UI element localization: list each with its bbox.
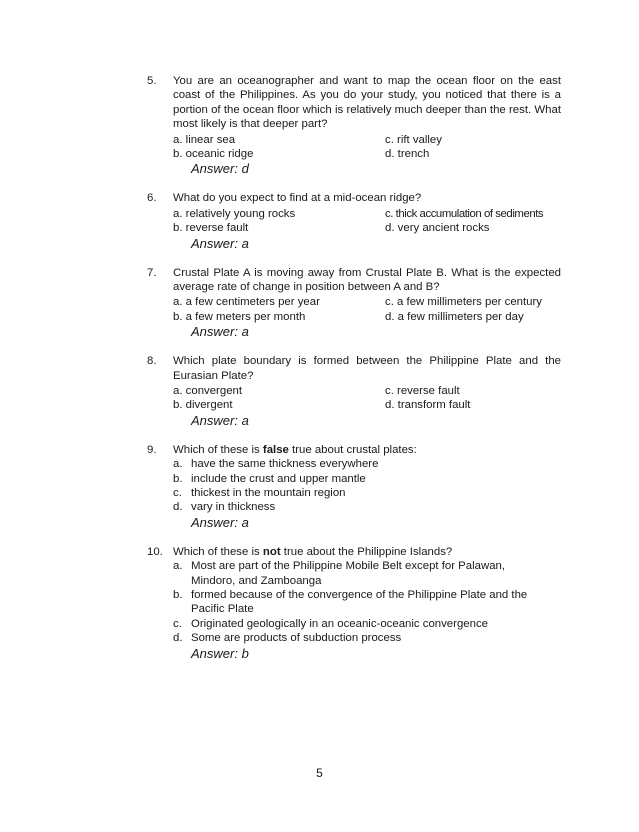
answer: Answer: a bbox=[191, 324, 249, 340]
page-number: 5 bbox=[316, 766, 323, 780]
question-7 bbox=[147, 266, 561, 341]
question-6 bbox=[147, 191, 561, 251]
option-c: c. rift valley bbox=[385, 133, 442, 146]
option-a: a. convergent bbox=[173, 385, 243, 397]
option-a: a. relatively young rocks bbox=[173, 207, 296, 220]
question-text: Which of these is not true about the Philippine Islands? bbox=[173, 545, 453, 558]
answer: Answer: a bbox=[191, 514, 249, 530]
option-a: a. Most are part of the Philippine Mobile Belt except for Palawan, Mindoro, and Zamboanga bbox=[173, 560, 506, 587]
question-number: 5. bbox=[147, 75, 157, 87]
option-a: a. linear sea bbox=[173, 133, 236, 146]
option-a: a. have the same thickness everywhere bbox=[173, 458, 379, 471]
answer: Answer: a bbox=[191, 235, 249, 251]
options bbox=[173, 295, 561, 324]
emphasis: false bbox=[262, 443, 289, 456]
option-d: d. vary in thickness bbox=[173, 501, 276, 514]
answer: Answer: a bbox=[191, 412, 249, 428]
option-d: d. Some are products of subduction process bbox=[173, 632, 402, 645]
option-c: c. reverse fault bbox=[385, 385, 460, 397]
question-number: 6. bbox=[147, 192, 157, 205]
option-b: b. include the crust and upper mantle bbox=[173, 472, 366, 485]
options bbox=[173, 559, 561, 645]
option-d: d. a few millimeters per day bbox=[385, 310, 524, 323]
question-number: 8. bbox=[147, 355, 157, 368]
question-text: What do you expect to find at a mid-ocean ridge? bbox=[173, 192, 422, 205]
option-d: d. very ancient rocks bbox=[385, 222, 490, 235]
question-8 bbox=[147, 354, 561, 429]
option-d: d. transform fault bbox=[385, 399, 471, 412]
option-d: d. trench bbox=[385, 148, 430, 161]
option-b: b. reverse fault bbox=[173, 222, 249, 235]
question-5 bbox=[147, 74, 561, 177]
option-b: b. a few meters per month bbox=[173, 310, 306, 323]
question-number: 9. bbox=[147, 443, 157, 456]
option-b: b. formed because of the convergence of the Philippine Plate and the Pacific Plate bbox=[173, 589, 528, 616]
options bbox=[173, 457, 561, 515]
option-c: c. thick accumulation of sediments bbox=[385, 207, 544, 220]
options bbox=[173, 207, 561, 236]
emphasis: not bbox=[262, 545, 281, 558]
question-text: You are an oceanographer and want to map the ocean floor on the east coast of the Philippines. As you do your study, you noticed that there is a portion of the ocean floor which is relatively much deeper than the rest. What most likely is that deeper part? bbox=[173, 75, 561, 131]
option-b: b. divergent bbox=[173, 399, 233, 412]
options bbox=[173, 133, 561, 162]
question-number: 7. bbox=[147, 266, 157, 279]
question-10 bbox=[147, 545, 561, 662]
question-number: 10. bbox=[147, 545, 163, 558]
option-c: c. a few millimeters per century bbox=[385, 296, 542, 309]
options bbox=[173, 384, 561, 413]
answer: Answer: b bbox=[191, 645, 249, 661]
question-text: Crustal Plate A is moving away from Crustal Plate B. What is the expected average rate of change in position between A and B? bbox=[173, 266, 561, 293]
option-c: c. Originated geologically in an oceanic-oceanic convergence bbox=[173, 617, 488, 630]
question-text: Which plate boundary is formed between the Philippine Plate and the Eurasian Plate? bbox=[173, 355, 561, 382]
question-9 bbox=[147, 443, 561, 531]
question-text: Which of these is false true about crustal plates: bbox=[173, 443, 417, 456]
option-b: b. oceanic ridge bbox=[173, 148, 254, 161]
option-a: a. a few centimeters per year bbox=[173, 296, 320, 309]
answer: Answer: d bbox=[191, 161, 249, 177]
quiz-page bbox=[147, 74, 561, 662]
option-c: c. thickest in the mountain region bbox=[173, 487, 346, 499]
